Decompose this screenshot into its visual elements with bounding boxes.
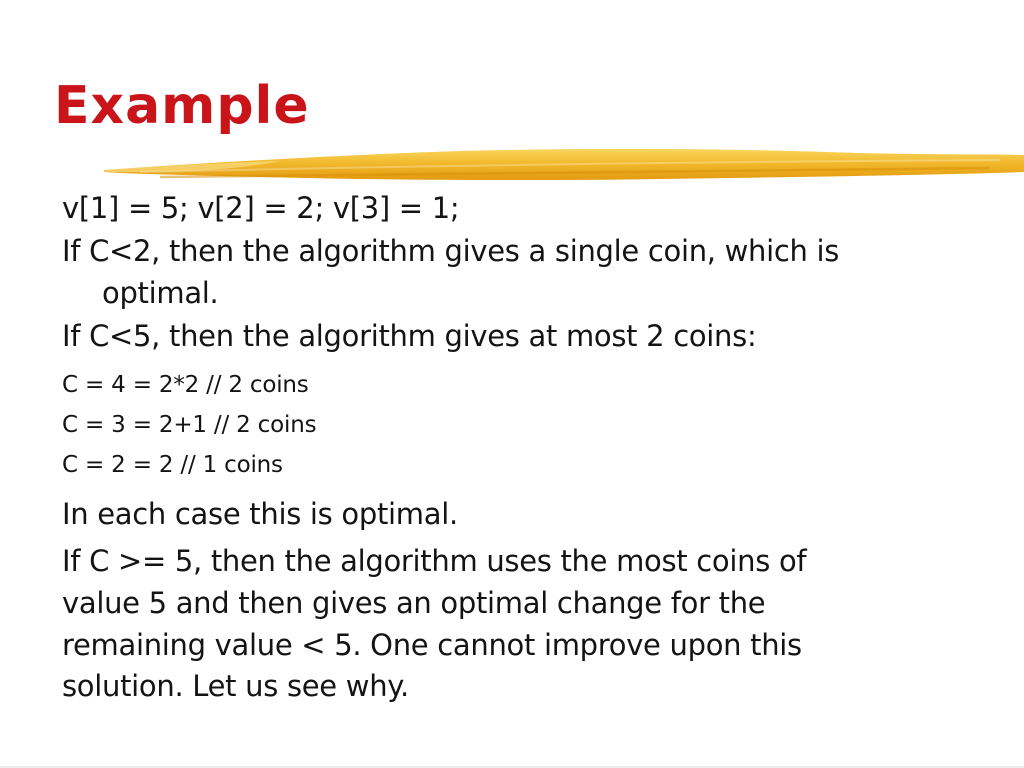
- slide-text-line: optimal.: [102, 276, 219, 310]
- slide-body: [62, 0, 1012, 768]
- slide-text-line: If C >= 5, then the algorithm uses the most coins of: [62, 544, 807, 578]
- slide-text-line: value 5 and then gives an optimal change for the: [62, 586, 766, 620]
- slide-title: Example: [54, 76, 310, 136]
- slide-text-line: solution. Let us see why.: [62, 669, 409, 703]
- slide-text-line: If C<5, then the algorithm gives at most 2 coins:: [62, 319, 757, 353]
- slide-code-line: C = 2 = 2 // 1 coins: [62, 452, 283, 478]
- slide-code-line: C = 3 = 2+1 // 2 coins: [62, 412, 317, 438]
- slide-text-line: remaining value < 5. One cannot improve upon this: [62, 628, 802, 662]
- slide-text-line: If C<2, then the algorithm gives a single coin, which is: [62, 234, 840, 268]
- slide-text-line: v[1] = 5; v[2] = 2; v[3] = 1;: [62, 191, 460, 225]
- slide-code-line: C = 4 = 2*2 // 2 coins: [62, 372, 309, 398]
- slide-text-line: In each case this is optimal.: [62, 497, 458, 531]
